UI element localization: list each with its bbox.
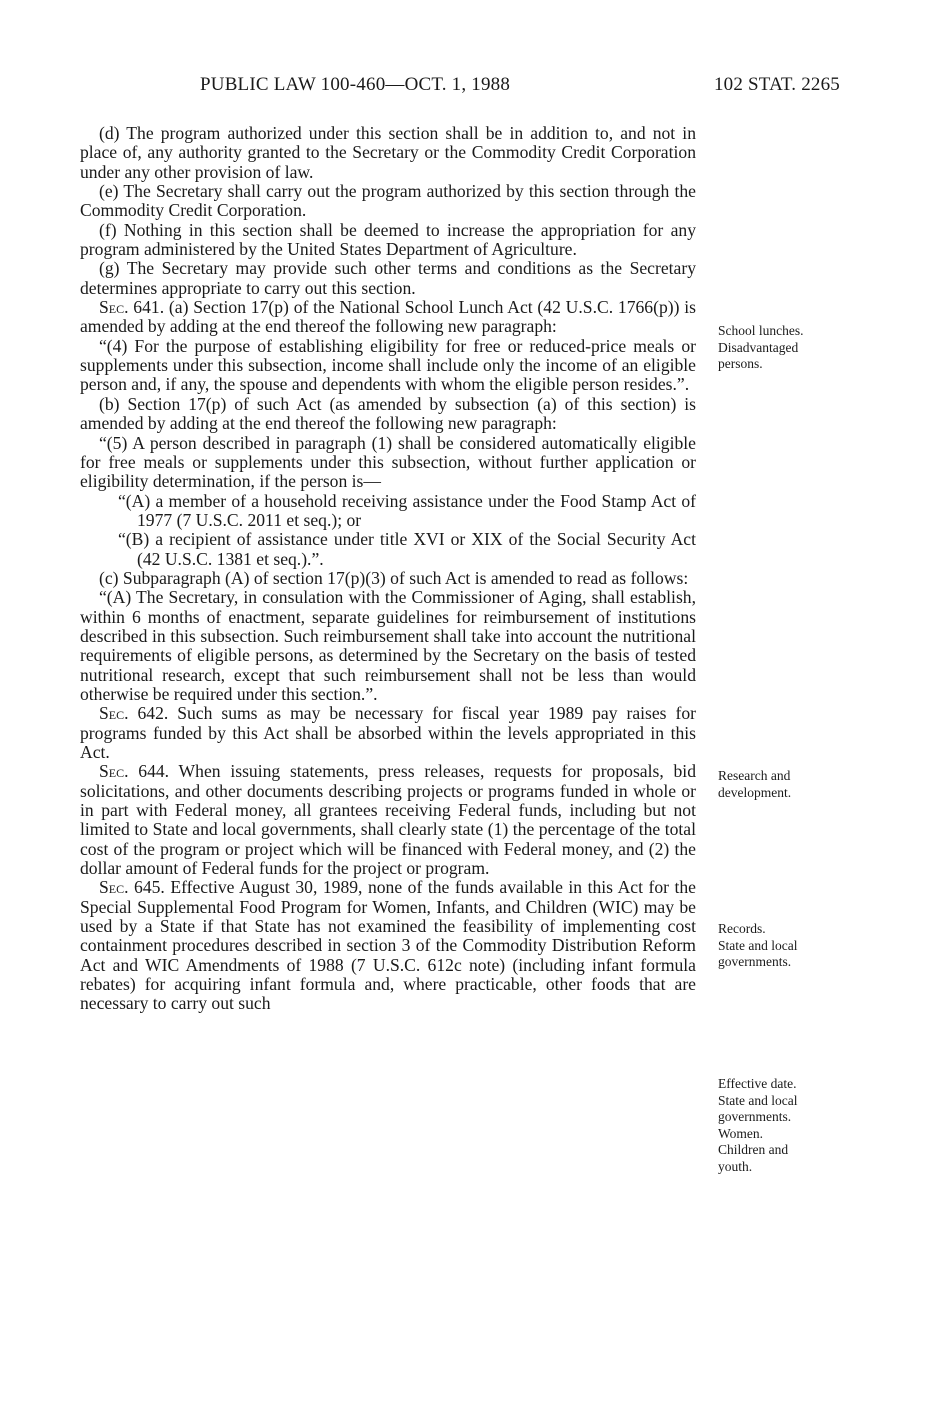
margin-note-line: youth. — [718, 1158, 753, 1174]
margin-note-line: State and local — [718, 937, 798, 953]
margin-note-records — [718, 921, 848, 971]
margin-note-line: Effective date. — [718, 1076, 797, 1091]
margin-note-effective-date — [718, 1076, 848, 1175]
margin-note-line: Children and — [718, 1142, 789, 1157]
margin-note-line: Women. — [718, 1125, 764, 1141]
section-644 — [80, 762, 696, 878]
section-644-label: Sec. 644. — [99, 761, 170, 782]
section-645 — [80, 878, 696, 1013]
statute-page-ref: 102 STAT. 2265 — [713, 74, 840, 95]
section-641-c-quote: “(A) The Secretary, in consulation with the Commissioner of Aging, shall establish, within 6 months of enactment, separate guidelines for reimbursement of institutions described in this subsection. Such reimbursement shall take into account the nutritional requirements of eligible persons, as determined by the Secretary on the basis of tested nutritional research, except that such reimbursement shall not be less than would otherwise be required under this section.”. — [80, 587, 696, 704]
section-641-label: Sec. 641. — [99, 297, 165, 318]
paragraph-f: (f) Nothing in this section shall be deemed to increase the appropriation for any program administered by the United States Department of Agriculture. — [80, 219, 696, 260]
section-642-label: Sec. 642. — [99, 703, 169, 724]
section-641-a — [80, 298, 696, 337]
paragraph-e: (e) The Secretary shall carry out the program authorized by this section through the Commodity Credit Corporation. — [80, 181, 696, 221]
section-641-b-subparagraph-b: “(B) a recipient of assistance under title XVI or XIX of the Social Security Act (42 U.S.C. 1381 et seq.).”. — [118, 529, 696, 569]
section-641-b: (b) Section 17(p) of such Act (as amended by subsection (a) of this section) is amended by adding at the end thereof the following new paragraph: — [80, 393, 696, 434]
margin-note-line: State and local — [718, 1092, 798, 1108]
section-641-a-text: (a) Section 17(p) of the National School Lunch Act (42 U.S.C. 1766(p)) is amended by adding at the end thereof the following new paragraph: — [80, 297, 696, 337]
margin-note-line: persons. — [718, 356, 763, 371]
page-header — [80, 74, 840, 104]
margin-note-line: Records. — [718, 921, 766, 936]
paragraph-g: (g) The Secretary may provide such other terms and conditions as the Secretary determines appropriate to carry out this section. — [80, 258, 696, 298]
section-645-text: Effective August 30, 1989, none of the funds available in this Act for the Special Supplemental Food Program for Women, Infants, and Children (WIC) may be used by a State if that State has not examined the feasibility of implementing cost containment procedures described in section 3 of the Commodity Distribution Reform Act and WIC Amendments of 1988 (7 U.S.C. 612c note) (including infant formula rebates) for acquiring infant formula and, where practicable, other foods that are necessary to carry out such — [80, 877, 696, 1014]
margin-note-line: governments. — [718, 1109, 792, 1124]
margin-note-research — [718, 768, 848, 801]
section-645-label: Sec. 645. — [99, 877, 165, 898]
section-641-b-subparagraph-a: “(A) a member of a household receiving assistance under the Food Stamp Act of 1977 (7 U.S.C. 2011 et seq.); or — [118, 490, 696, 530]
law-title: PUBLIC LAW 100-460—OCT. 1, 1988 — [200, 74, 511, 95]
section-644-text: When issuing statements, press releases, requests for proposals, bid solicitations, and other documents describing projects or programs funded in whole or in part with Federal money, all grantees receiving Federal funds, including but not limited to State and local governments, shall clearly state (1) the percentage of the total cost of the program or project which will be financed with Federal money, and (2) the dollar amount of Federal funds for the project or program. — [80, 761, 696, 879]
section-641-c: (c) Subparagraph (A) of section 17(p)(3) of such Act is amended to read as follows: — [99, 567, 689, 588]
margin-note-line: Research and — [718, 768, 791, 783]
margin-note-line: development. — [718, 784, 792, 800]
margin-note-line: Disadvantaged — [718, 339, 799, 355]
margin-note-line: governments. — [718, 954, 792, 969]
section-642-text: Such sums as may be necessary for fiscal year 1989 pay raises for programs funded by this Act shall be absorbed within the levels appropriated in this Act. — [80, 703, 696, 762]
margin-note-line: School lunches. — [718, 323, 804, 338]
margin-note-school-lunches — [718, 323, 848, 373]
paragraph-d: (d) The program authorized under this section shall be in addition to, and not in place of, any authority granted to the Secretary or the Commodity Credit Corporation under any other provision of law. — [80, 123, 696, 182]
section-641-b-quote: “(5) A person described in paragraph (1) shall be considered automatically eligible for free meals or supplements under this subsection, without further application or eligibility determination, if the person is— — [80, 432, 696, 492]
body-text — [80, 124, 696, 1014]
section-641-a-quote: “(4) For the purpose of establishing eligibility for free or reduced-price meals or supplements under this subsection, income shall include only the income of an eligible person and, if any, the spouse and dependents with whom the eligible person resides.”. — [80, 335, 696, 395]
section-642 — [80, 704, 696, 762]
